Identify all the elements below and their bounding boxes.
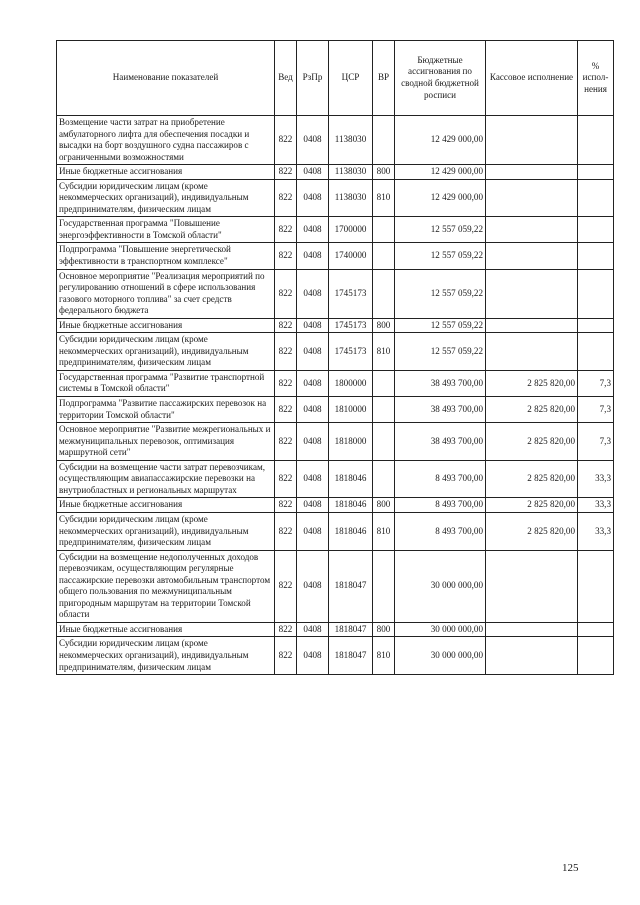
cell-budget: 8 493 700,00 [395, 512, 486, 550]
cell-name: Возмещение части затрат на приобретение амбулаторного лифта для обеспечения посадки и высадки на борт воздушного судна пассажиров с ограниченными возможностями [57, 116, 275, 165]
cell-rzpr: 0408 [297, 550, 329, 622]
cell-pct: 33,3 [578, 460, 614, 498]
cell-pct [578, 269, 614, 318]
cell-vr: 800 [373, 165, 395, 180]
cell-name: Субсидии на возмещение части затрат перевозчикам, осуществляющим авиапассажирские перевозки на внутриобластных и региональных маршрутах [57, 460, 275, 498]
cell-rzpr: 0408 [297, 460, 329, 498]
cell-budget: 30 000 000,00 [395, 622, 486, 637]
cell-ved: 822 [275, 637, 297, 675]
table-row [57, 165, 614, 180]
cell-ved: 822 [275, 179, 297, 217]
cell-rzpr: 0408 [297, 318, 329, 333]
cell-ved: 822 [275, 397, 297, 423]
cell-name: Государственная программа "Повышение энергоэффективности в Томской области" [57, 217, 275, 243]
cell-csr: 1138030 [329, 165, 373, 180]
cell-budget: 12 557 059,22 [395, 318, 486, 333]
cell-csr: 1818047 [329, 550, 373, 622]
table-row [57, 622, 614, 637]
cell-pct [578, 165, 614, 180]
cell-vr: 810 [373, 637, 395, 675]
cell-csr: 1745173 [329, 333, 373, 371]
cell-name: Основное мероприятие "Развитие межрегиональных и межмуниципальных перевозок, оптимизация маршрутной сети" [57, 423, 275, 461]
cell-budget: 38 493 700,00 [395, 370, 486, 396]
table-row [57, 498, 614, 513]
cell-pct [578, 318, 614, 333]
header-rzpr: РзПр [297, 41, 329, 116]
cell-ved: 822 [275, 333, 297, 371]
cell-budget: 8 493 700,00 [395, 460, 486, 498]
cell-ved: 822 [275, 423, 297, 461]
cell-cash: 2 825 820,00 [486, 423, 578, 461]
cell-vr [373, 370, 395, 396]
cell-csr: 1818046 [329, 498, 373, 513]
cell-pct [578, 637, 614, 675]
cell-name: Субсидии юридическим лицам (кроме некоммерческих организаций), индивидуальным предпринимателям, физическим лицам [57, 333, 275, 371]
cell-cash [486, 550, 578, 622]
table-row [57, 637, 614, 675]
cell-rzpr: 0408 [297, 333, 329, 371]
cell-vr: 810 [373, 179, 395, 217]
cell-budget: 38 493 700,00 [395, 423, 486, 461]
cell-budget: 12 557 059,22 [395, 243, 486, 269]
cell-vr [373, 397, 395, 423]
cell-cash: 2 825 820,00 [486, 498, 578, 513]
cell-csr: 1138030 [329, 116, 373, 165]
cell-csr: 1745173 [329, 318, 373, 333]
cell-ved: 822 [275, 622, 297, 637]
cell-ved: 822 [275, 116, 297, 165]
cell-vr [373, 550, 395, 622]
cell-name: Иные бюджетные ассигнования [57, 165, 275, 180]
table-row [57, 397, 614, 423]
cell-ved: 822 [275, 243, 297, 269]
cell-pct [578, 243, 614, 269]
header-pct: % испол-нения [578, 41, 614, 116]
cell-vr: 800 [373, 318, 395, 333]
cell-csr: 1745173 [329, 269, 373, 318]
cell-name: Субсидии на возмещение недополученных доходов перевозчикам, осуществляющим регулярные пассажирские перевозки автомобильным транспортом общего пользования по межмуниципальным пригородным маршрутам на территории Томской области [57, 550, 275, 622]
cell-csr: 1740000 [329, 243, 373, 269]
cell-rzpr: 0408 [297, 397, 329, 423]
cell-vr: 800 [373, 498, 395, 513]
cell-cash: 2 825 820,00 [486, 512, 578, 550]
cell-budget: 38 493 700,00 [395, 397, 486, 423]
cell-name: Иные бюджетные ассигнования [57, 622, 275, 637]
cell-csr: 1818046 [329, 460, 373, 498]
cell-cash [486, 179, 578, 217]
header-csr: ЦСР [329, 41, 373, 116]
cell-vr [373, 217, 395, 243]
budget-table-container [56, 40, 613, 675]
cell-pct [578, 622, 614, 637]
cell-name: Подпрограмма "Повышение энергетической эффективности в транспортном комплексе" [57, 243, 275, 269]
cell-rzpr: 0408 [297, 243, 329, 269]
cell-budget: 12 557 059,22 [395, 333, 486, 371]
table-row [57, 512, 614, 550]
cell-rzpr: 0408 [297, 498, 329, 513]
cell-rzpr: 0408 [297, 269, 329, 318]
cell-pct: 7,3 [578, 370, 614, 396]
cell-vr [373, 269, 395, 318]
table-body [57, 116, 614, 675]
cell-pct [578, 116, 614, 165]
cell-name: Государственная программа "Развитие транспортной системы в Томской области" [57, 370, 275, 396]
cell-cash [486, 217, 578, 243]
cell-budget: 30 000 000,00 [395, 550, 486, 622]
header-cash: Кассовое исполнение [486, 41, 578, 116]
table-row [57, 269, 614, 318]
cell-cash [486, 622, 578, 637]
table-row [57, 217, 614, 243]
cell-rzpr: 0408 [297, 179, 329, 217]
cell-rzpr: 0408 [297, 116, 329, 165]
cell-ved: 822 [275, 370, 297, 396]
cell-csr: 1818047 [329, 622, 373, 637]
cell-rzpr: 0408 [297, 512, 329, 550]
cell-vr: 810 [373, 512, 395, 550]
table-row [57, 423, 614, 461]
budget-table [56, 40, 614, 675]
cell-cash: 2 825 820,00 [486, 460, 578, 498]
cell-ved: 822 [275, 217, 297, 243]
cell-csr: 1810000 [329, 397, 373, 423]
cell-cash [486, 333, 578, 371]
cell-cash [486, 318, 578, 333]
cell-pct [578, 179, 614, 217]
cell-cash [486, 165, 578, 180]
cell-budget: 12 429 000,00 [395, 179, 486, 217]
header-vr: ВР [373, 41, 395, 116]
table-row [57, 243, 614, 269]
cell-pct [578, 333, 614, 371]
page-number: 125 [562, 862, 579, 874]
cell-csr: 1818000 [329, 423, 373, 461]
table-row [57, 333, 614, 371]
cell-cash [486, 116, 578, 165]
table-row [57, 460, 614, 498]
cell-name: Иные бюджетные ассигнования [57, 318, 275, 333]
table-row [57, 550, 614, 622]
cell-vr: 800 [373, 622, 395, 637]
cell-cash [486, 269, 578, 318]
cell-csr: 1138030 [329, 179, 373, 217]
cell-name: Субсидии юридическим лицам (кроме некоммерческих организаций), индивидуальным предпринимателям, физическим лицам [57, 637, 275, 675]
cell-rzpr: 0408 [297, 637, 329, 675]
table-row [57, 370, 614, 396]
cell-ved: 822 [275, 550, 297, 622]
cell-rzpr: 0408 [297, 165, 329, 180]
cell-pct: 33,3 [578, 498, 614, 513]
cell-csr: 1818046 [329, 512, 373, 550]
cell-name: Основное мероприятие "Реализация мероприятий по регулированию отношений в сфере использования газового моторного топлива" за счет средств федерального бюджета [57, 269, 275, 318]
cell-vr [373, 243, 395, 269]
cell-rzpr: 0408 [297, 622, 329, 637]
cell-budget: 12 557 059,22 [395, 269, 486, 318]
cell-vr [373, 116, 395, 165]
cell-ved: 822 [275, 318, 297, 333]
cell-pct: 33,3 [578, 512, 614, 550]
cell-name: Субсидии юридическим лицам (кроме некоммерческих организаций), индивидуальным предпринимателям, физическим лицам [57, 179, 275, 217]
table-header-row [57, 41, 614, 116]
table-row [57, 116, 614, 165]
cell-name: Подпрограмма "Развитие пассажирских перевозок на территории Томской области" [57, 397, 275, 423]
cell-vr [373, 460, 395, 498]
cell-cash: 2 825 820,00 [486, 370, 578, 396]
cell-pct: 7,3 [578, 423, 614, 461]
cell-pct [578, 217, 614, 243]
header-ved: Вед [275, 41, 297, 116]
table-row [57, 179, 614, 217]
cell-cash [486, 637, 578, 675]
cell-name: Субсидии юридическим лицам (кроме некоммерческих организаций), индивидуальным предпринимателям, физическим лицам [57, 512, 275, 550]
cell-pct: 7,3 [578, 397, 614, 423]
cell-csr: 1818047 [329, 637, 373, 675]
cell-ved: 822 [275, 498, 297, 513]
cell-ved: 822 [275, 269, 297, 318]
cell-pct [578, 550, 614, 622]
cell-ved: 822 [275, 512, 297, 550]
cell-budget: 12 557 059,22 [395, 217, 486, 243]
cell-vr [373, 423, 395, 461]
cell-budget: 8 493 700,00 [395, 498, 486, 513]
cell-csr: 1700000 [329, 217, 373, 243]
cell-budget: 12 429 000,00 [395, 165, 486, 180]
cell-rzpr: 0408 [297, 370, 329, 396]
cell-rzpr: 0408 [297, 423, 329, 461]
cell-budget: 30 000 000,00 [395, 637, 486, 675]
header-budget: Бюджетные ассигнования по сводной бюджетной росписи [395, 41, 486, 116]
cell-ved: 822 [275, 165, 297, 180]
cell-cash: 2 825 820,00 [486, 397, 578, 423]
header-name: Наименование показателей [57, 41, 275, 116]
cell-ved: 822 [275, 460, 297, 498]
table-row [57, 318, 614, 333]
cell-vr: 810 [373, 333, 395, 371]
cell-name: Иные бюджетные ассигнования [57, 498, 275, 513]
cell-cash [486, 243, 578, 269]
cell-csr: 1800000 [329, 370, 373, 396]
cell-rzpr: 0408 [297, 217, 329, 243]
cell-budget: 12 429 000,00 [395, 116, 486, 165]
